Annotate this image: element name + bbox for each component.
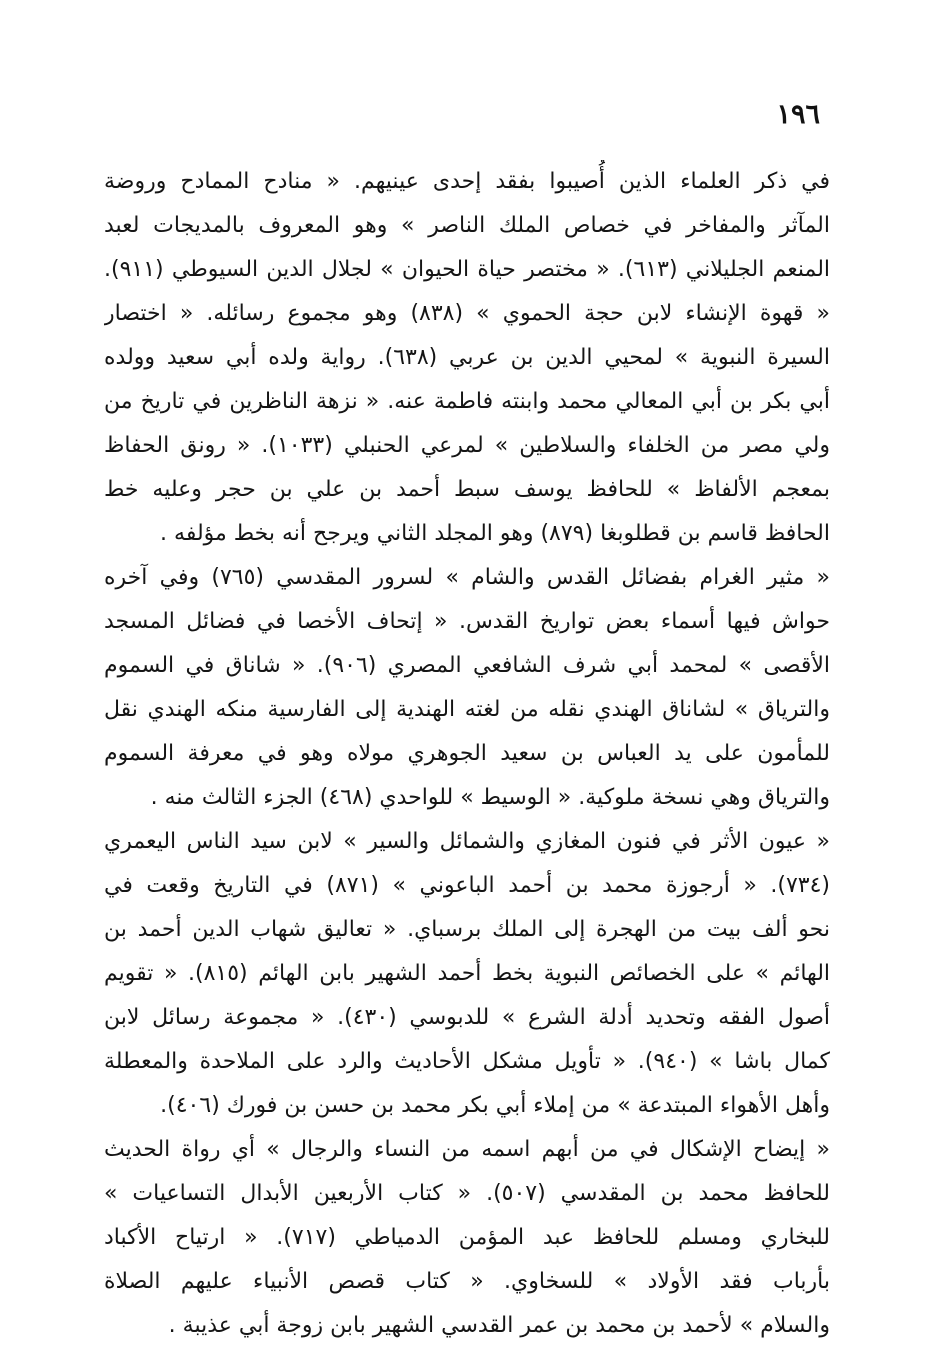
text-line: والسلام » لأحمد بن محمد بن عمر القدسي الشهير بابن زوجة أبي عذيبة . [168,1313,830,1338]
page-number: ١٩٦ [776,99,820,130]
text-line: الحافظ قاسم بن قطلوبغا (٨٧٩) وهو المجلد الثاني ويرجح أنه بخط مؤلفه . [160,521,830,546]
text-line: المنعم الجليلاني (٦١٣). « مختصر حياة الحيوان » لجلال الدين السيوطي (٩١١). [104,257,830,282]
text-line: « مثير الغرام بفضائل القدس والشام » لسرور المقدسي (٧٦٥) وفي آخره [104,565,830,590]
text-line: للحافظ محمد بن المقدسي (٥٠٧). « كتاب الأربعين الأبدال التساعيات » [104,1181,830,1206]
text-line: في ذكر العلماء الذين أُصيبوا بفقد إحدى عينيهم. « منادح الممادح وروضة [104,169,830,194]
text-line: بأرباب فقد الأولاد » للسخاوي. « كتاب قصص الأنبياء عليهم الصلاة [104,1269,830,1294]
text-line: « عيون الأثر في فنون المغازي والشمائل والسير » لابن سيد الناس اليعمري [104,829,830,854]
text-line: أبي بكر بن أبي المعالي محمد وابنته فاطمة عنه. « نزهة الناظرين في تاريخ من [104,389,830,414]
text-line: كمال باشا » (٩٤٠). « تأويل مشكل الأحاديث والرد على الملاحدة والمعطلة [104,1049,830,1074]
text-line: وأهل الأهواء المبتدعة » من إملاء أبي بكر محمد بن حسن بن فورك (٤٠٦). [160,1093,830,1118]
text-line: ولي مصر من الخلفاء والسلاطين » لمرعي الحنبلي (١٠٣٣). « رونق الحفاظ [104,433,830,458]
body-text [104,160,830,1348]
text-line: نحو ألف بيت من الهجرة إلى الملك برسباي. « تعاليق شهاب الدين أحمد بن [104,917,830,942]
text-line: الأقصى » لمحمد أبي شرف الشافعي المصري (٩٠٦). « شاناق في السموم [104,653,830,678]
text-line: المآثر والمفاخر في خصاص الملك الناصر » وهو المعروف بالمديجات لعبد [104,213,830,238]
text-line: « إيضاح الإشكال في من أبهم اسمه من النساء والرجال » أي رواة الحديث [104,1137,830,1162]
text-line: الهائم » على الخصائص النبوية بخط أحمد الشهير بابن الهائم (٨١٥). « تقويم [104,961,830,986]
text-line: حواش فيها أسماء بعض تواريخ القدس. « إتحاف الأخصا في فضائل المسجد [104,609,830,634]
text-line: والترياق » لشاناق الهندي نقله من لغته الهندية إلى الفارسية منكه الهندي نقل [104,697,830,722]
text-line: أصول الفقه وتحديد أدلة الشرع » للدبوسي (٤٣٠). « مجموعة رسائل لابن [104,1005,830,1030]
text-line: والترياق وهي نسخة ملوكية. « الوسيط » للواحدي (٤٦٨) الجزء الثالث منه . [150,785,830,810]
text-line: للمأمون على يد العباس بن سعيد الجوهري مولاه وهو في معرفة السموم [104,741,830,766]
text-line: السيرة النبوية » لمحيي الدين بن عربي (٦٣٨). رواية ولده أبي سعيد وولده [104,345,830,370]
text-line: بمعجم الألفاظ » للحافظ يوسف سبط أحمد بن علي بن حجر وعليه خط [104,477,830,502]
text-line: للبخاري ومسلم للحافظ عبد المؤمن الدمياطي (٧١٧). « ارتياح الأكباد [104,1225,830,1250]
text-line: (٧٣٤). « أرجوزة محمد بن أحمد الباعوني » (٨٧١) في التاريخ وقعت في [104,873,830,898]
text-line: « قهوة الإنشاء لابن حجة الحموي » (٨٣٨) وهو مجموع رسائله. « اختصار [104,301,830,326]
